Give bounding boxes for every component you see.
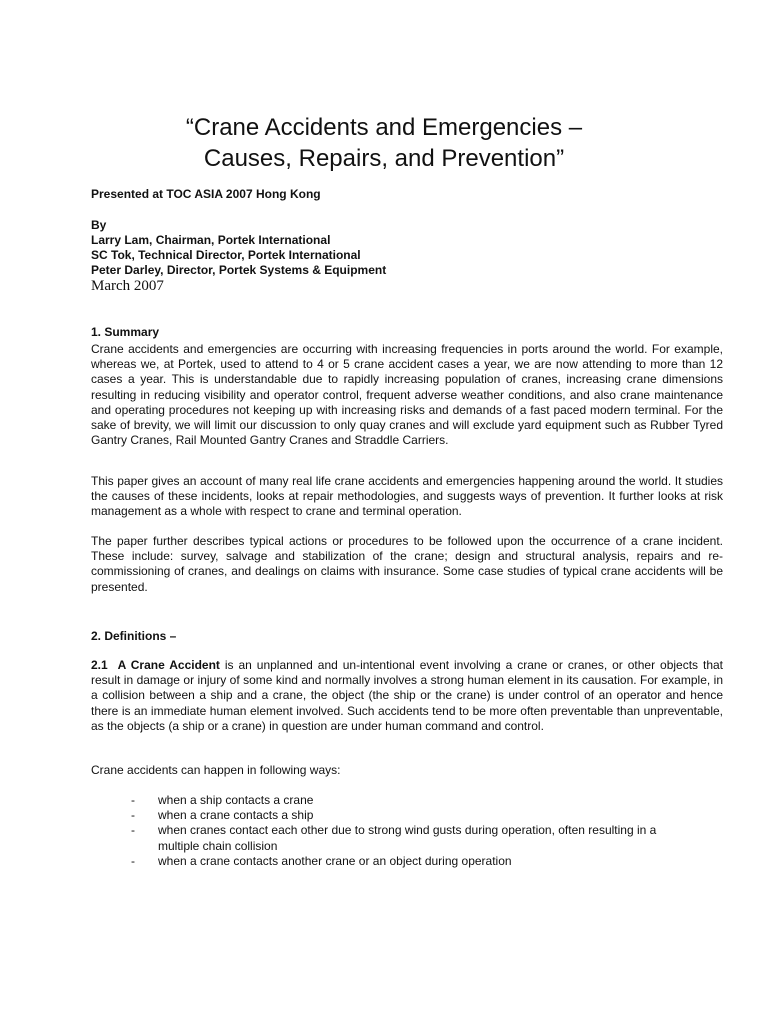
crane-accident-definition: [91, 658, 723, 734]
list-item: [131, 823, 691, 853]
accident-ways-list: [131, 793, 691, 869]
bullet-dash: -: [131, 853, 135, 868]
list-item: [131, 854, 691, 869]
paper-title: [0, 112, 768, 174]
list-item: [131, 808, 691, 823]
summary-paragraph-2: This paper gives an account of many real life crane accidents and emergencies happening around the world. It studies the causes of these incidents, looks at repair methodologies, and suggests ways of prevention. It further looks at risk management as a whole with respect to crane and terminal operation.: [91, 474, 723, 519]
presented-at: Presented at TOC ASIA 2007 Hong Kong: [91, 187, 321, 201]
bullet-dash: -: [131, 808, 135, 823]
list-item-text: when a crane contacts another crane or an object during operation: [158, 853, 512, 868]
definitions-heading: 2. Definitions –: [91, 629, 177, 643]
list-item-text: when cranes contact each other due to strong wind gusts during operation, often resulting in a multiple chain collision: [158, 823, 657, 853]
publication-date: March 2007: [91, 278, 164, 294]
authors-block: [91, 218, 386, 278]
list-item-text: when a crane contacts a ship: [158, 808, 314, 823]
paper-title-line-2: Causes, Repairs, and Prevention”: [203, 145, 565, 172]
list-item: [131, 793, 691, 808]
author-line: SC Tok, Technical Director, Portek International: [91, 248, 361, 262]
definition-text: is an unplanned and un-intentional event involving a crane or cranes, or other objects that result in damage or injury of some kind and normally involves a strong human element in its causation. For example, in a collision between a ship and a crane, the object (the ship or the crane) is under control of an operator and hence there is an immediate human element involved. Such accidents tend to be more often preventable than unpreventable, as the objects (a ship or a crane) in question are under human command and control.: [91, 658, 724, 733]
bullet-dash: -: [131, 793, 135, 807]
author-line: Peter Darley, Director, Portek Systems & Equipment: [91, 263, 387, 277]
author-line: Larry Lam, Chairman, Portek International: [91, 233, 331, 247]
summary-paragraph-3: The paper further describes typical actions or procedures to be followed upon the occurrence of a crane incident. These include: survey, salvage and stabilization of the crane; design and structural analysis, repairs and re-commissioning of cranes, and dealings on claims with insurance. Some case studies of typical crane accidents will be presented.: [91, 534, 723, 594]
bullet-dash: -: [131, 823, 135, 838]
summary-paragraph-1: Crane accidents and emergencies are occurring with increasing frequencies in ports around the world. For example, whereas we, at Portek, used to attend to 4 or 5 crane accident cases a year, we are now attending to more than 12 cases a year. This is understandable due to rapidly increasing population of cranes, increasing crane dimensions resulting in reducing visibility and operator control, frequent adverse weather conditions, and also crane maintenance and operating procedures not keeping up with increasing risks and demands of a fast paced modern terminal. For the sake of brevity, we will limit our discussion to only quay cranes and will exclude yard equipment such as Rubber Tyred Gantry Cranes, Rail Mounted Gantry Cranes and Straddle Carriers.: [91, 342, 723, 448]
definition-term: A Crane Accident: [117, 658, 220, 672]
by-label: By: [91, 218, 107, 232]
list-item-text: when a ship contacts a crane: [158, 793, 314, 807]
ways-intro: Crane accidents can happen in following ways:: [91, 763, 341, 777]
definition-number: 2.1: [91, 658, 108, 672]
paper-title-line-1: “Crane Accidents and Emergencies –: [185, 114, 583, 141]
summary-heading: 1. Summary: [91, 325, 160, 339]
